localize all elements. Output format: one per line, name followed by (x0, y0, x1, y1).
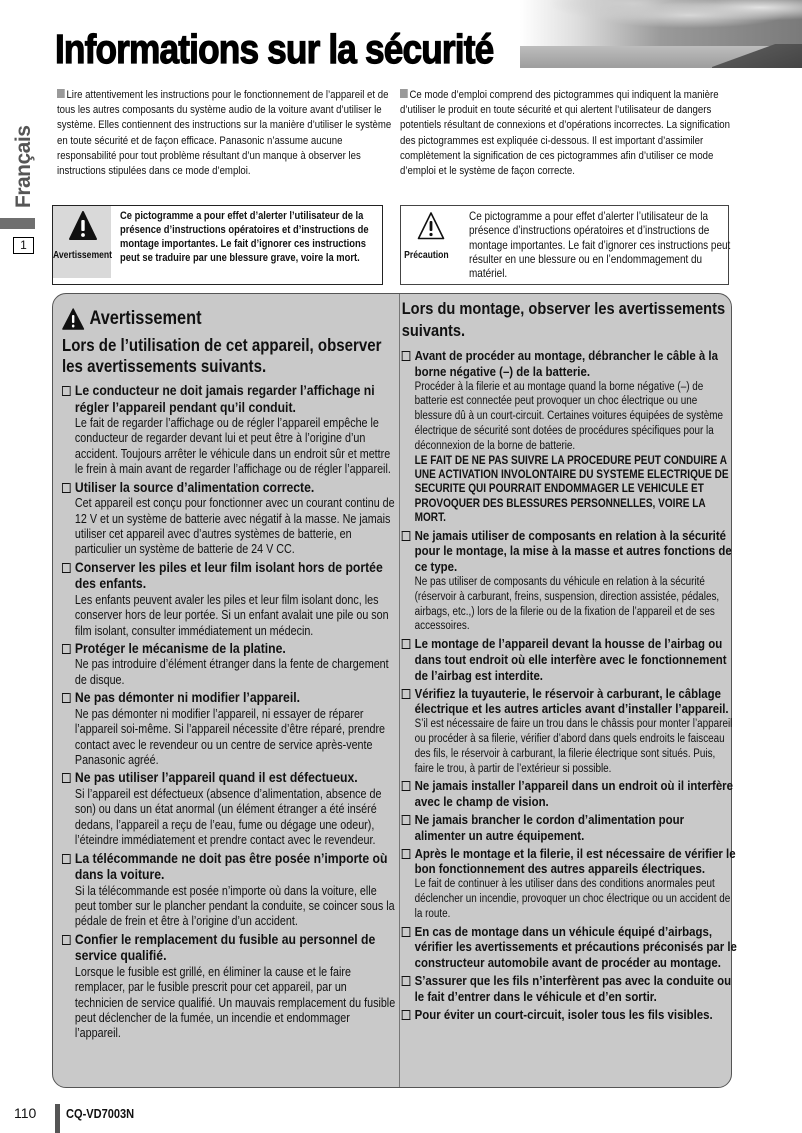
item-heading: Avant de procéder au montage, débrancher le câble à la borne négative (–) de la batterie. (414, 348, 718, 379)
item-body: Ne pas démonter ni modifier l’appareil, ni essayer de réparer l’appareil soi-même. Si l’appareil nécessite d’être réparé, prendre contact avec le revendeur ou un centre de service après-vente Panasonic agréé. (74, 706, 386, 767)
warning-item (402, 348, 737, 526)
caution-triangle-outline-icon (417, 211, 445, 241)
item-heading: Conserver les piles et leur film isolant hors de portée des enfants. (74, 559, 383, 593)
warning-item (62, 560, 397, 639)
page-number: 110 (14, 1105, 37, 1121)
item-heading: Protéger le mécanisme de la platine. (74, 640, 286, 657)
panel-warning-heading (62, 308, 397, 330)
installation-section-title: Lors du montage, observer les avertissements suivants. (401, 299, 726, 340)
checkbox-bullet-icon (402, 976, 411, 986)
checkbox-bullet-icon (62, 854, 71, 864)
checkbox-bullet-icon (62, 386, 71, 396)
item-heading: S’assurer que les fils n’interfèrent pas avec la conduite ou le fait d’entrer dans le véhicule et d’en sortir. (414, 972, 732, 1004)
model-number: CQ-VD7003N (66, 1106, 135, 1121)
footer-divider (55, 1104, 60, 1133)
square-bullet-icon (400, 89, 408, 98)
checkbox-bullet-icon (62, 773, 71, 783)
language-side-tab (8, 125, 42, 210)
intro-paragraph-left (57, 88, 392, 179)
language-label: Français (12, 125, 35, 208)
checkbox-bullet-icon (62, 644, 71, 654)
item-heading: La télécommande ne doit pas être posée n’importe où dans la voiture. (74, 850, 388, 884)
item-heading: Vérifiez la tuyauterie, le réservoir à carburant, le câblage électrique et les autres articles avant d’installer l’appareil. (414, 685, 729, 717)
warning-item (62, 383, 397, 478)
warning-item (402, 924, 737, 971)
warning-triangle-filled-icon (62, 308, 84, 330)
warning-item (402, 973, 737, 1005)
item-heading: Ne pas utiliser l’appareil quand il est défectueux. (74, 770, 358, 787)
checkbox-bullet-icon (402, 531, 411, 541)
page-title: Informations sur la sécurité (55, 26, 494, 72)
item-body: Le fait de regarder l’affichage ou de régler l’appareil empêche le conducteur de regarder devant lui et peut être à l’origine d’un accident. Toujours arrêter le véhicule dans un endroit sûr et mettre le frein à main avant de regarder l’affichage ou de régler l’appareil. (74, 416, 391, 477)
item-body: Si la télécommande est posée n’importe où dans la voiture, elle peut tomber sur le plancher pendant la conduite, se coincer sous la pédale de frein et être à l’origine d’un accident. (74, 883, 395, 929)
item-body: Les enfants peuvent avaler les piles et leur film isolant donc, les conserver hors de leur portée. Si un enfant avalait une pile ou son film isolant, consulter immédiatement un médecin. (74, 592, 389, 638)
warning-triangle-filled-icon (69, 211, 97, 241)
warning-item (402, 686, 737, 777)
checkbox-bullet-icon (402, 351, 411, 361)
caution-pictogram-label: Précaution (404, 249, 449, 261)
warning-item (402, 846, 737, 922)
item-heading: Ne jamais installer l’appareil dans un endroit où il interfère avec le champ de vision. (414, 778, 733, 810)
warning-item (62, 851, 397, 930)
item-heading: Utiliser la source d’alimentation correcte. (74, 479, 315, 496)
item-body: Si l’appareil est défectueux (absence d’alimentation, absence de son) ou dans un état anormal (un élément étranger a été inséré dedans, l’appareil a reçu de l’eau, fume ou dégage une odeur), l’éteindre immédiatement et prendre contact avec le revendeur. (74, 786, 382, 848)
item-body: S’il est nécessaire de faire un trou dans le châssis pour monter l’appareil ou procéder à sa filerie, vérifier d’abord dans quels endroits le faisceau des fils, le réservoir à carburant, la filerie électrique sont situés. Puis, faire le trou, à partir de l’extérieur si possible. (414, 718, 733, 775)
checkbox-bullet-icon (402, 689, 411, 699)
item-heading: Ne pas démonter ni modifier l’appareil. (74, 690, 301, 707)
warning-pictogram-text: Ce pictogramme a pour effet d’alerter l’utilisateur de la présence d’instructions opératoires et d’instructions de montage importantes. Le fait d’ignorer ces instructions peut se traduire par une blessure grave, voire la mort. (120, 210, 369, 264)
warning-item (402, 636, 737, 683)
checkbox-bullet-icon (402, 639, 411, 649)
panel-warning-label: Avertissement (89, 308, 202, 329)
item-body: Ne pas introduire d’élément étranger dans la fente de chargement de disque. (74, 657, 389, 687)
warning-item (62, 641, 397, 688)
item-heading: Ne jamais brancher le cordon d’alimentation pour alimenter un autre équipement. (414, 811, 685, 843)
intro-left-text: Lire attentivement les instructions pour le fonctionnement de l’appareil et de tous les autres composants du système audio de la voiture avant d’utiliser le système. Elles contiennent des instructions sur la manière d’utiliser le système en toute sécurité et de façon efficace. Panasonic n’assume aucune responsabilité pour tout problème résultant d’un manque à observer les instructions stipulées dans ce mode d’emploi. (57, 89, 392, 178)
warning-item (62, 770, 397, 848)
header-landscape-photo (520, 0, 802, 68)
operation-section-title: Lors de l’utilisation de cet appareil, observer les avertissements suivants. (62, 335, 382, 376)
item-heading: Confier le remplacement du fusible au personnel de service qualifié. (74, 931, 376, 965)
section-number: 1 (13, 237, 34, 254)
intro-right-text: Ce mode d’emploi comprend des pictogrammes qui indiquent la manière d’utiliser le produit en toute sécurité et qui alertent l’utilisateur de dangers potentiels résultant de connexions et d’opérations incorrectes. La signification des pictogrammes est expliquée ci-dessous. Il est important d’assimiler complètement la signification de ces pictogrammes afin d’utiliser ce mode d’emploi et le système de façon correcte. (400, 89, 730, 178)
warning-item (402, 812, 737, 844)
item-body: Procéder à la filerie et au montage quand la borne négative (–) de batterie est connectée peut provoquer un choc électrique ou une blessure dû à un court-circuit. Certaines voitures équipées de système électrique de sécurité sont dotées de procédures spécifiques pour la déconnexion de la borne de batterie. (414, 380, 724, 452)
warning-item (62, 690, 397, 768)
item-body: Lorsque le fusible est grillé, en éliminer la cause et le faire remplacer, par le fusible prescrit pour cet appareil, par un technicien de service qualifié. Un mauvais remplacement du fusible peut déclencher de la fumée, un incendie et endommager l’appareil. (74, 964, 396, 1041)
caution-pictogram-text: Ce pictogramme a pour effet d’alerter l’utilisateur de la présence d’instructions opératoires et d’instructions de montage importantes. Le fait d’ignorer ces instructions peut résulter en une blessure ou en l’endommagement du matériel. (469, 209, 731, 281)
item-heading: Le montage de l’appareil devant la housse de l’airbag ou dans tout endroit où elle interfère avec le fonctionnement de l’airbag est interdite. (414, 636, 727, 683)
checkbox-bullet-icon (402, 849, 411, 859)
operation-warnings-column (62, 294, 396, 1044)
item-body: Ne pas utiliser de composants du véhicule en relation à la sécurité (réservoir à carburant, freins, suspension, direction assistée, pédales, airbags, etc.,) lors de la filerie ou de la fixation de l’appareil et de ses accessoires. (414, 576, 720, 633)
installation-warnings-column (399, 294, 737, 1087)
checkbox-bullet-icon (402, 1010, 411, 1020)
checkbox-bullet-icon (62, 483, 71, 493)
warning-pictogram-side (53, 206, 111, 278)
warning-item (402, 1007, 737, 1023)
checkbox-bullet-icon (402, 815, 411, 825)
caution-pictogram-box (400, 205, 729, 285)
item-heading: Pour éviter un court-circuit, isoler tous les fils visibles. (414, 1006, 713, 1022)
checkbox-bullet-icon (402, 927, 411, 937)
warning-item (62, 932, 397, 1042)
item-heading: Après le montage et la filerie, il est nécessaire de vérifier le bon fonctionnement des autres appareils électriques. (414, 845, 736, 877)
item-heading: En cas de montage dans un véhicule équipé d’airbags, vérifier les avertissements et précautions préconisés par le constructeur automobile avant de procéder au montage. (414, 923, 737, 971)
warnings-panel (52, 293, 737, 1088)
warning-item (402, 528, 737, 635)
side-tab-bar (0, 218, 35, 229)
item-heading: Ne jamais utiliser de composants en relation à la sécurité pour le montage, la mise à la masse et autres fonctions de ce type. (414, 527, 732, 575)
caution-pictogram-side (401, 206, 459, 284)
checkbox-bullet-icon (62, 563, 71, 573)
intro-paragraph-right (400, 88, 731, 179)
item-caps-warning: LE FAIT DE NE PAS SUIVRE LA PROCEDURE PEUT CONDUIRE A UNE ACTIVATION INVOLONTAIRE DU SYSTEME ELECTRIQUE DE SECURITE QUI POURRAIT ENDOMMAGER LE VEHICULE ET PROVOQUER DES BLESSURES PERSONNELLES, VOIRE LA MORT. (414, 453, 729, 525)
checkbox-bullet-icon (402, 781, 411, 791)
checkbox-bullet-icon (62, 935, 71, 945)
item-body: Le fait de continuer à les utiliser dans des conditions anormales peut déclencher un incendie, provoquer un choc électrique ou un accident de la route. (414, 878, 731, 920)
warning-pictogram-box (52, 205, 383, 285)
road-graphic (712, 44, 802, 68)
warning-item (402, 778, 737, 810)
item-body: Cet appareil est conçu pour fonctionner avec un courant continu de 12 V et un système de batterie avec négatif à la masse. Ne jamais utiliser cet appareil avec d’autres systèmes de batterie, en particulier un système de batterie de 24 V CC. (74, 496, 395, 557)
square-bullet-icon (57, 89, 65, 98)
warning-pictogram-label: Avertissement (53, 249, 113, 261)
warning-item (62, 480, 397, 558)
item-heading: Le conducteur ne doit jamais regarder l’affichage ni régler l’appareil pendant qu’il conduit. (74, 383, 375, 416)
checkbox-bullet-icon (62, 693, 71, 703)
